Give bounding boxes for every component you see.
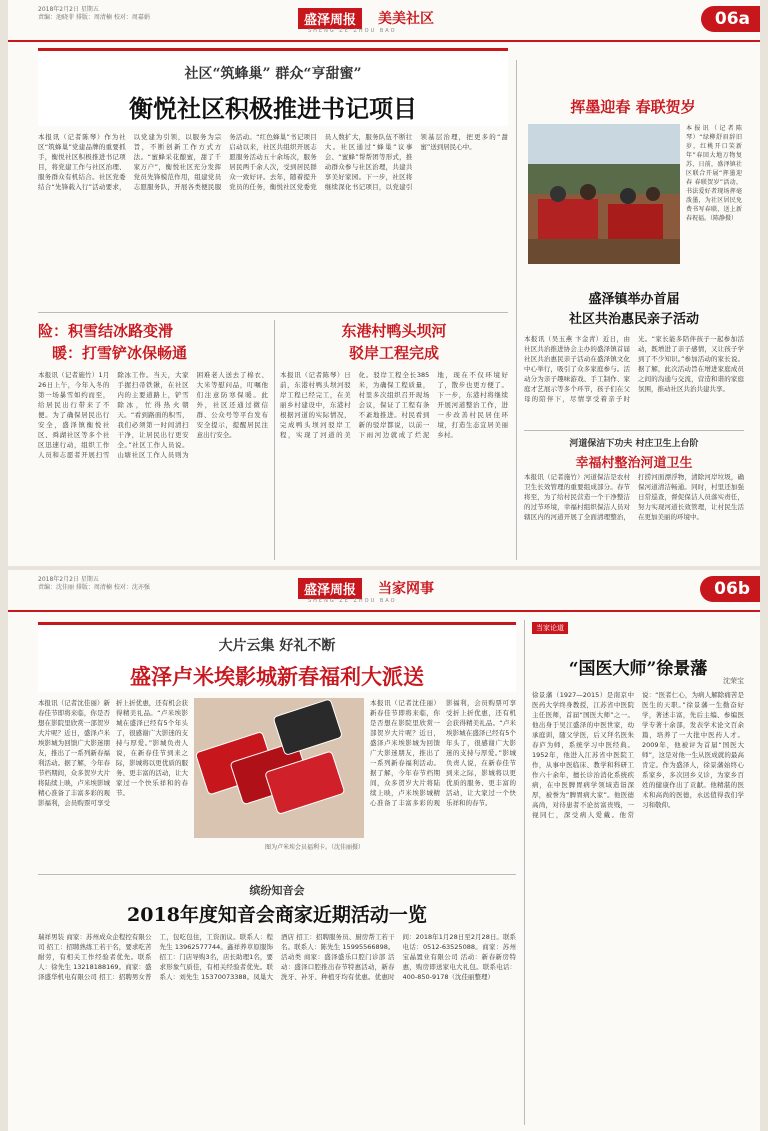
header-rule <box>8 610 760 612</box>
listing-body: 瑞祥男装 商家：苏州成众企程控有限公司 招工：招聘熟练工若干名，要求吃苦耐劳，有相关工作经验者优先。联系人：徐先生 13218188169。商家：盛泽盛华机电有限公司 招工：招聘男女普工，包吃包住，工资面议。联系人：程先生 13962577744。鑫祥养草原服饰 招工：门店导购3名，店长助理1名，要求形象气质佳，有相关经验者优先。联系人：刘先生 15370073388。凤巢大酒店 招工：招聘服务员、厨房帮工若干名。联系人：陈先生 15995566898。活动类 商家：盛泽盛乐口腔门诊部 活动：盛泽口腔推出春节特惠活动，新春洗牙、补牙、种植牙均有优惠。优惠时间：2018年1月28日至2月28日。联系电话：0512-63525088。商家：苏州宝晶置业有限公司 活动：新春新房特惠，购房即送家电大礼包。联系电话：400-850-9178（沈佳丽整理） <box>38 933 516 981</box>
mid-headline-line1: 东港村鸭头坝河 <box>341 322 447 340</box>
lead-kicker: 社区“筑蜂巢” 群众“亨甜蜜” <box>184 66 362 82</box>
issue-date: 2018年2月2日 星期五 <box>38 576 99 583</box>
brand-logo: 盛泽周报 <box>298 578 362 599</box>
divider <box>38 874 516 875</box>
column-label: 当家论道 <box>532 622 568 634</box>
cinema-title-box <box>38 622 516 692</box>
brand-subtitle: SHENG ZE ZHOU BAO <box>308 598 397 604</box>
column-headline: “国医大师”徐景藩 <box>568 659 708 679</box>
right-lower-body: 本报讯（记者施竹）河道保洁是农村卫生长效管理的重要组成部分。春节将至，为了给村民营造一个干净整洁的过节环境，幸福村组织保洁人员对辖区内的河道开展了全面清理整治，打捞河面漂浮物，清除河岸垃圾，确保河道清洁畅通。同时，村里还加强日常巡查，督促保洁人员落实责任，努力实现河道长效管理，让村民生活在更加美丽的环境中。 <box>524 473 744 521</box>
page-06a <box>8 0 760 566</box>
listing-headline: 2018年度知音会商家近期活动一览 <box>127 904 427 926</box>
side-headline: 挥墨迎春 春联贺岁 <box>570 98 696 116</box>
cinema-body-cont: 本报讯（记者沈佳丽）新春佳节即将来临，你是否想在影院里欣赏一部贺岁大片呢？近日，盛泽卢米埃影城为回馈广大影迷朋友，推出了一系列新春福利活动。据了解，今年春节档期间，众多贺岁大片将陆续上映，卢米埃影城精心准备了丰富多彩的观影福利，会员购票可享受折上折优惠，还有机会获得精美礼品。“卢米埃影城在盛泽已经有5个年头了，很感谢广大影迷的支持与厚爱。”影城负责人说，在新春佳节到来之际，影城将以更优质的服务、更丰富的活动，让大家过一个快乐祥和的春节。 <box>370 699 516 807</box>
page-header <box>8 0 760 38</box>
header-rule <box>8 40 760 42</box>
page-number: 06b <box>700 576 760 602</box>
right-upper-headline <box>524 290 744 330</box>
cinema-kicker: 大片云集 好礼不断 <box>218 638 336 654</box>
editor-credits: 责编：池晓菲 排版：周清楠 校对：周嘉娟 <box>38 14 150 21</box>
right-lower-headline: 幸福村整治河道卫生 <box>575 456 693 471</box>
member-card-caption: 图为卢米埃会员福利卡。（沈佳丽摄） <box>264 844 364 851</box>
mid-headline <box>280 320 508 364</box>
column-author: 沈荣宝 <box>723 677 744 685</box>
left-headline-line1: 险：积雪结冰路变滑 <box>38 322 174 340</box>
listing-kicker: 缤纷知音会 <box>249 884 305 897</box>
page-06b <box>8 570 760 1131</box>
brand-logo: 盛泽周报 <box>298 8 362 29</box>
side-caption: 本报讯（记者陈琴）“绿柳舒眉辞旧岁，红桃开口笑新年”春回大地万物复苏，日前，盛泽镇社区联合开展“挥墨迎春 春联贺岁”活动，书法爱好者现场挥毫泼墨，为社区居民免费书写春联，送上新春祝福。（陈静摄） <box>686 125 742 222</box>
divider <box>274 320 275 560</box>
right-lower-kicker: 河道保洁下功夫 村庄卫生上台阶 <box>569 439 699 449</box>
editor-credits: 责编：沈佳丽 排版：周清楠 校对：沈亦强 <box>38 584 150 591</box>
lead-title-box <box>38 48 508 126</box>
divider <box>524 620 525 1125</box>
mid-headline-line2: 驳岸工程完成 <box>348 344 439 362</box>
left-body: 本报讯（记者施竹）1月26日上午，今年入冬的第一场暴雪如约而至，给居民出行带来了不便。为了确保居民出行安全，盛泽镇衡悦社区、舜湖社区等多个社区迅速行动，组织工作人员和志愿者开展扫雪除冰工作。当天，大家手握扫帚铁锹，在社区内的主要道路上，铲雪除冰，忙得热火朝天。“看到路面的积雪，我们必须第一时间清扫干净，让居民出行更安全。”社区工作人员说。山塘社区工作人员则为困难老人送去了棉衣、大米等慰问品，叮嘱他们注意防寒保暖。此外，社区还通过微信群、公众号等平台发布安全提示，提醒居民注意出行安全。 <box>38 371 268 459</box>
issue-date: 2018年2月2日 星期五 <box>38 6 99 13</box>
lead-headline: 衡悦社区积极推进书记项目 <box>129 94 417 123</box>
header-meta <box>38 576 150 592</box>
column-body: 徐景藩（1927—2015）是南京中医药大学终身教授，江苏省中医院主任医师，首届“国医大师”之一。他出身于吴江盛泽的中医世家，幼承庭训，随父学医，后又拜名医朱春庐为师，系统学习中医经典。1952年，他进入江苏省中医院工作，从事中医临床、教学和科研工作六十余年，擅长诊治消化系统疾病，在中医脾胃病学领域造诣深厚，被誉为“脾胃病大家”。他医德高尚，对待患者不论贫富贵贱，一视同仁，深受病人爱戴。他常说：“医者仁心，为病人解除痛苦是医生的天职。”徐景藩一生勤奋好学，著述丰富，先后主编、参编医学专著十余部，发表学术论文百余篇，培养了一大批中医药人才。2009年，他被评为首届“国医大师”，这是对他一生从医成就的最高肯定。作为盛泽人，徐景藩始终心系家乡，多次回乡义诊，为家乡百姓的健康作出了贡献。他精湛的医术和高尚的医德，永远值得我们学习和敬仰。 <box>532 691 744 819</box>
spring-couplet-photo <box>528 124 680 264</box>
mid-body: 本报讯（记者陈琴）日前，东港村鸭头坝河驳岸工程已经完工，在美丽乡村建设中，东港村根据河道的实际情况，完成鸭头坝河驳岸工程，实现了河道的美化。驳岸工程全长385米，为确保工程质量，村里多次组织召开现场会议，保证了工程有条不紊地推进。村民看到新的驳岸都说，以前一下雨河边就成了烂泥地，现在不仅环境好了，散步也更方便了。下一步，东港村将继续开展河道整治工作，进一步改善村民居住环境，打造生态宜居美丽乡村。 <box>280 371 508 439</box>
divider <box>524 430 744 431</box>
right-upper-headline-line2: 社区共治惠民亲子活动 <box>568 312 699 327</box>
cinema-headline: 盛泽卢米埃影城新春福利大派送 <box>130 664 424 689</box>
section-title: 当家网事 <box>378 581 434 597</box>
brand-subtitle: SHENG ZE ZHOU BAO <box>308 28 397 34</box>
lead-body: 本报讯（记者陈琴）作为社区“筑蜂巢”党建品牌的重要抓手，衡悦社区积极推进书记项目，将党建工作与社区治理、服务群众有机结合。社区党委结合“先锋载入行”活动要求，以党建为引领，以服务为宗旨，不断创新工作方式方法。“蜜蜂采花酿蜜，甜了千家万户”，衡悦社区充分发挥党员先锋模范作用，组建党员志愿服务队，开展各类便民服务活动。“红色蜂巢”书记项目启动以来，社区共组织开展志愿服务活动五十余场次，服务居民两千余人次，受到居民群众一致好评。去年，随着提升党员的任务，衡悦社区党委党员人数扩大，服务队伍不断壮大。社区通过“蜂巢”议事会、“蜜蜂”帮帮团等形式，推动群众参与社区治理，共建共享美好家园。下一步，社区将继续深化书记项目，以党建引领基层治理，把更多的“甜蜜”送到居民心中。 <box>38 133 508 191</box>
divider <box>38 312 508 313</box>
cinema-body: 本报讯（记者沈佳丽）新春佳节即将来临，你是否想在影院里欣赏一部贺岁大片呢？近日，盛泽卢米埃影城为回馈广大影迷朋友，推出了一系列新春福利活动。据了解，今年春节档期间，众多贺岁大片将陆续上映，卢米埃影城精心准备了丰富多彩的观影福利，会员购票可享受折上折优惠，还有机会获得精美礼品。“卢米埃影城在盛泽已经有5个年头了，很感谢广大影迷的支持与厚爱。”影城负责人说，在新春佳节到来之际，影城将以更优质的服务、更丰富的活动，让大家过一个快乐祥和的春节。 <box>38 699 188 807</box>
right-upper-headline-line1: 盛泽镇举办首届 <box>588 292 680 307</box>
section-title: 美美社区 <box>378 11 434 27</box>
page-number: 06a <box>701 6 760 32</box>
header-meta <box>38 6 150 22</box>
divider <box>516 60 517 560</box>
left-headline <box>38 320 268 364</box>
page-header <box>8 570 760 608</box>
member-card-photo <box>194 698 364 838</box>
right-upper-body: 本报讯（吴玉燕 卞金青）近日，由社区共治推进协会主办的盛泽镇首届社区共治惠民亲子活动在盛泽镇文化中心举行，吸引了众多家庭参与。活动分为亲子趣味游戏、手工制作、家庭才艺展示等多个环节，孩子们在父母的陪伴下，尽情享受着亲子时光。“家长能多陪伴孩子一起参加活动，既增进了亲子感情，又让孩子学到了不少知识。”参加活动的家长说。据了解，此次活动旨在增进家庭成员之间的沟通与交流，营造和谐的家庭氛围，推动社区共治共建共享。 <box>524 335 744 403</box>
left-headline-line2: 暖：打雪铲冰保畅通 <box>52 344 188 362</box>
